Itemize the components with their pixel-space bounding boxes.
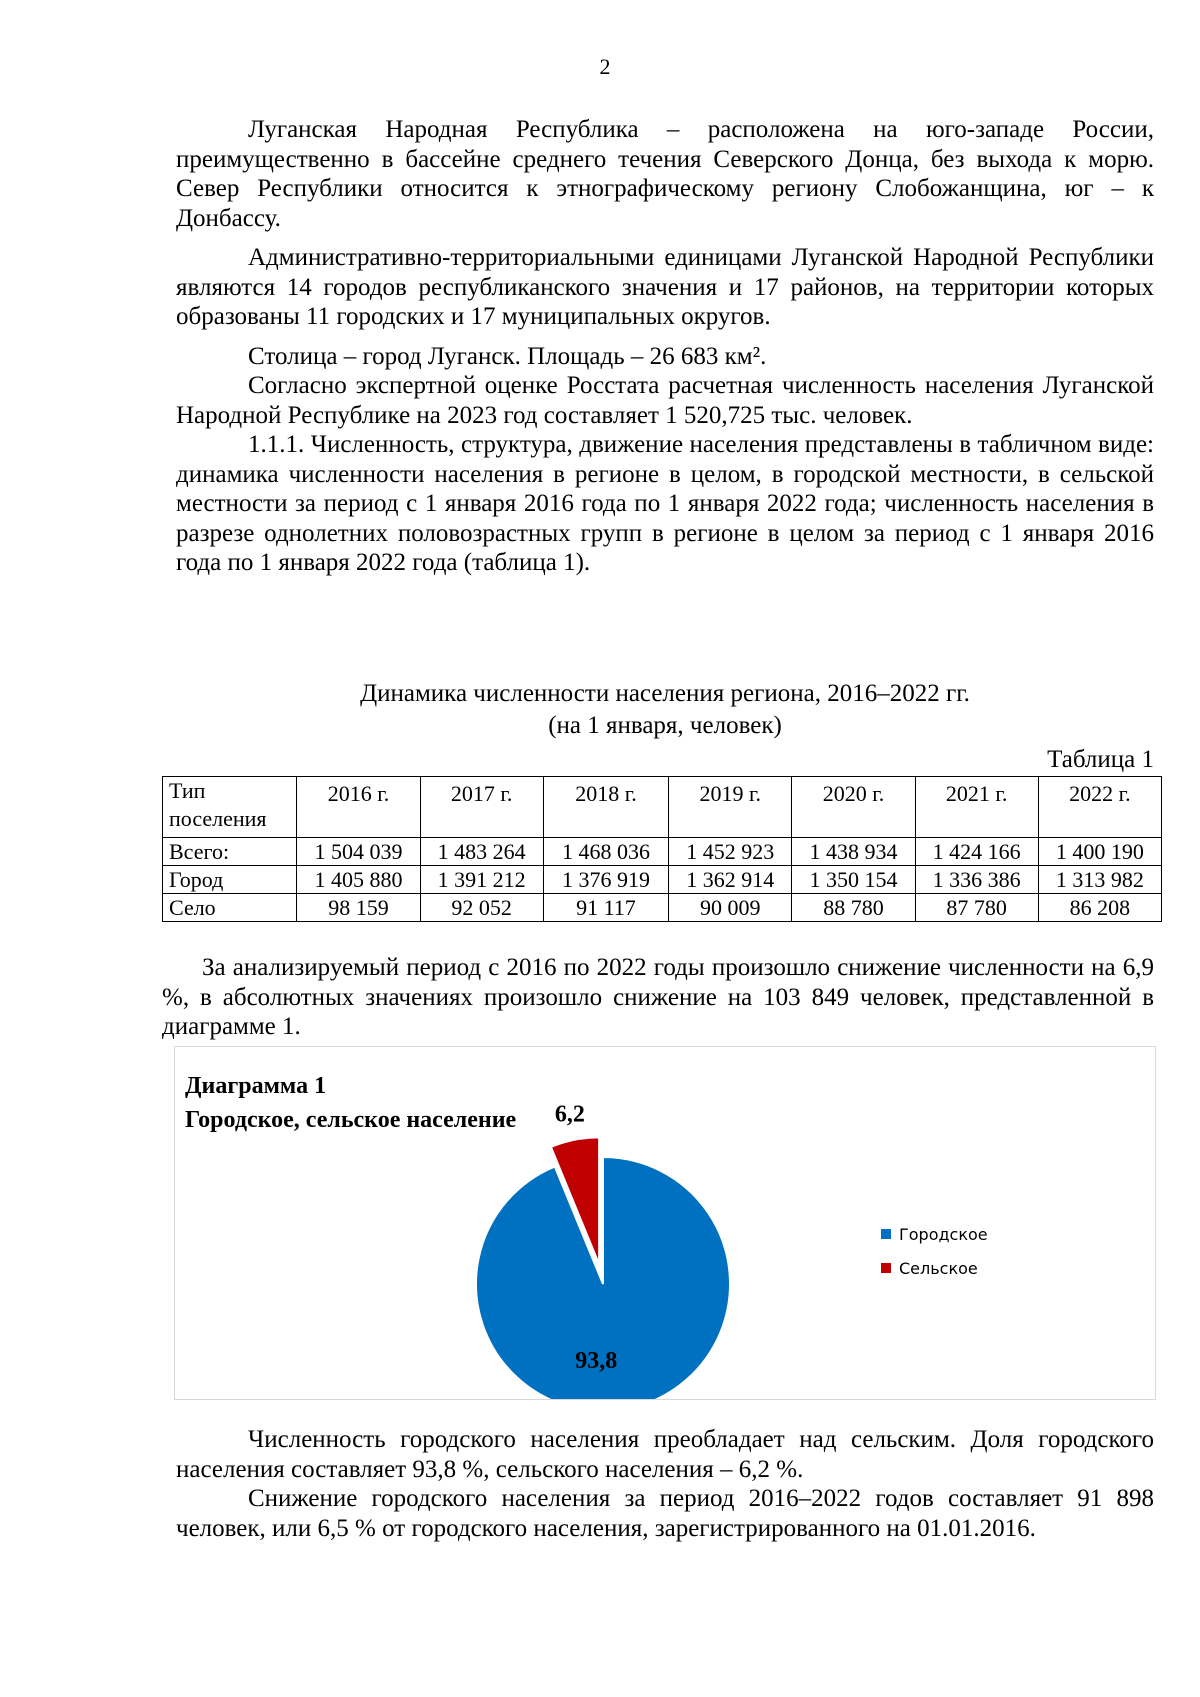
- table-cell: 1 452 923: [669, 838, 792, 866]
- table-caption: [176, 678, 1154, 742]
- page-number: 2: [599, 54, 611, 79]
- table-header-cell: 2019 г.: [669, 777, 792, 838]
- population-table: [162, 776, 1162, 922]
- chart-title-block: [185, 1069, 516, 1137]
- table-cell: 1 313 982: [1038, 866, 1161, 894]
- table-cell: 1 362 914: [669, 866, 792, 894]
- paragraph-capital: Столица – город Луганск. Площадь – 26 683 км².: [248, 342, 767, 370]
- table-header-cell: 2018 г.: [543, 777, 668, 838]
- legend-swatch-rural: [881, 1263, 891, 1273]
- legend-item-rural: [881, 1251, 988, 1285]
- table-title: Динамика численности населения региона, 2016–2022 гг.: [360, 680, 970, 707]
- paragraph-urban-decline: Снижение городского населения за период 2016–2022 годов составляет 91 898 человек, или 6,5 % от городского населения, зарегистрированного на 01.01.2016.: [176, 1485, 1154, 1542]
- legend-label-rural: Сельское: [899, 1258, 978, 1278]
- table-label: Таблица 1: [1047, 746, 1154, 773]
- table-header-cell: 2021 г.: [915, 777, 1038, 838]
- table-cell: 1 405 880: [297, 866, 420, 894]
- chart-legend: [881, 1217, 988, 1285]
- table-cell: 1 336 386: [915, 866, 1038, 894]
- legend-swatch-urban: [881, 1229, 891, 1239]
- table-cell: 90 009: [669, 894, 792, 922]
- table-cell: 1 438 934: [792, 838, 915, 866]
- table-cell: 92 052: [420, 894, 543, 922]
- table-cell: Село: [163, 894, 297, 922]
- table-header-row: [163, 777, 1162, 838]
- table-header-cell: 2017 г.: [420, 777, 543, 838]
- table-cell: 86 208: [1038, 894, 1161, 922]
- paragraph-section-1-1-1: 1.1.1. Численность, структура, движение населения представлены в табличном виде: динамика численности населения в регионе в целом, в городской местности, в сельской местности за период с 1 января 2016 года по 1 января 2022 года; численность населения в разрезе однолетних половозрастных групп в регионе в целом за период с 1 января 2016 года по 1 января 2022 года (таблица 1).: [176, 431, 1154, 576]
- paragraph-location: Луганская Народная Республика – расположена на юго-западе России, преимущественно в бассейне среднего течения Северского Донца, без выхода к морю. Север Республики относится к этнографическому региону Слобожанщина, юг – к Донбассу.: [176, 116, 1154, 232]
- chart-subtitle: Городское, сельское население: [185, 1107, 517, 1133]
- table-header-cell: 2020 г.: [792, 777, 915, 838]
- table-cell: 1 468 036: [543, 838, 668, 866]
- table-cell: Всего:: [163, 838, 297, 866]
- table-row: [163, 866, 1162, 894]
- legend-item-urban: [881, 1217, 988, 1251]
- pie-chart: [174, 1046, 1156, 1400]
- table-cell: 1 504 039: [297, 838, 420, 866]
- paragraph-administrative-units: Административно-территориальными единицами Луганской Народной Республики являются 14 городов республиканского значения и 17 районов, на территории которых образованы 11 городских и 17 муниципальных округов.: [176, 244, 1154, 330]
- table-cell: 1 376 919: [543, 866, 668, 894]
- table-cell: 1 350 154: [792, 866, 915, 894]
- table-header-cell: Тип поселения: [163, 777, 297, 838]
- table-subtitle: (на 1 января, человек): [548, 712, 782, 739]
- paragraph-analysis: За анализируемый период с 2016 по 2022 годы произошло снижение численности на 6,9 %, в абсолютных значениях произошло снижение на 103 849 человек, представленной в диаграмме 1.: [162, 954, 1154, 1040]
- table-header-cell: 2016 г.: [297, 777, 420, 838]
- table-cell: 98 159: [297, 894, 420, 922]
- analysis-text: [162, 953, 1154, 1042]
- table-cell: 1 483 264: [420, 838, 543, 866]
- intro-text: [176, 115, 1154, 578]
- chart-title: Диаграмма 1: [185, 1073, 327, 1099]
- pie-data-label-urban: 93,8: [575, 1347, 618, 1374]
- table-header-cell: 2022 г.: [1038, 777, 1161, 838]
- table-cell: 1 424 166: [915, 838, 1038, 866]
- conclusion-text: [176, 1425, 1154, 1543]
- paragraph-population-estimate: Согласно экспертной оценке Росстата расчетная численность населения Луганской Народной Республике на 2023 год составляет 1 520,725 тыс. человек.: [176, 372, 1154, 429]
- table-cell: 1 391 212: [420, 866, 543, 894]
- table-row: [163, 894, 1162, 922]
- table-cell: 91 117: [543, 894, 668, 922]
- legend-label-urban: Городское: [899, 1224, 988, 1244]
- table-cell: 87 780: [915, 894, 1038, 922]
- table-cell: 1 400 190: [1038, 838, 1161, 866]
- table-cell: Город: [163, 866, 297, 894]
- pie-data-label-rural: 6,2: [554, 1101, 585, 1128]
- table-cell: 88 780: [792, 894, 915, 922]
- paragraph-urban-share: Численность городского населения преобладает над сельским. Доля городского населения составляет 93,8 %, сельского населения – 6,2 %.: [176, 1426, 1154, 1483]
- table-row: [163, 838, 1162, 866]
